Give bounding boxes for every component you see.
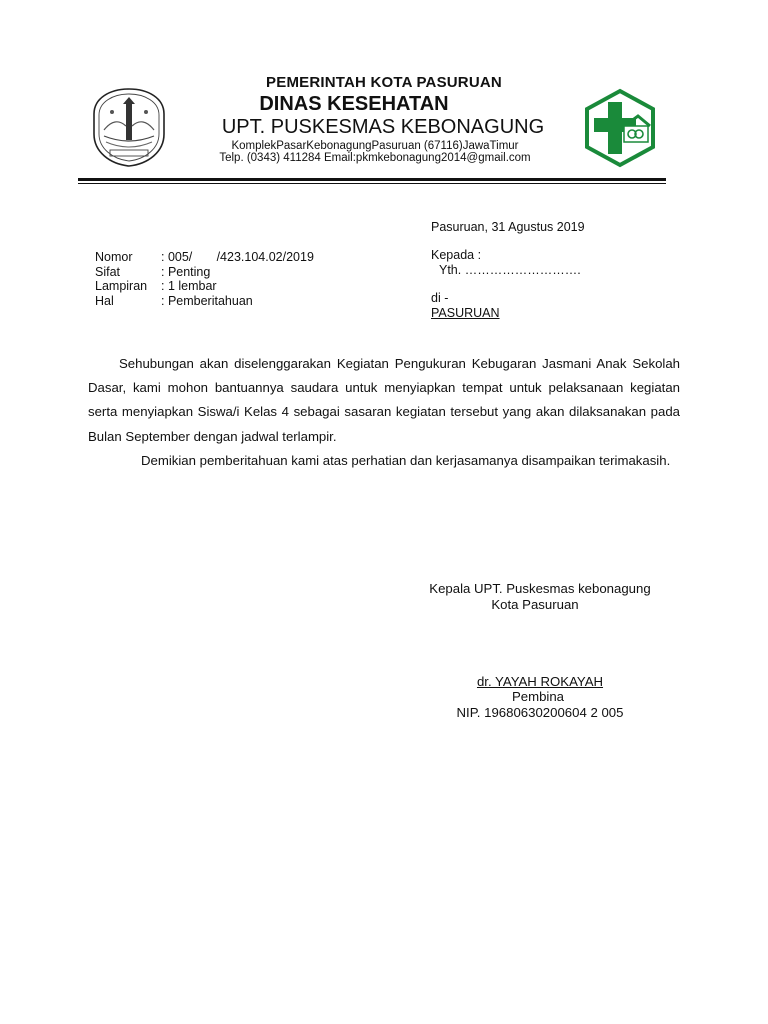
letterhead-divider-thin [78, 183, 666, 184]
letterhead-government: PEMERINTAH KOTA PASURUAN [266, 74, 502, 91]
recipient-di: di - [431, 291, 449, 305]
signature-city: Kota Pasuruan [491, 597, 579, 612]
meta-row [95, 250, 314, 265]
meta-row [95, 294, 314, 309]
body-paragraph: Sehubungan akan diselenggarakan Kegiatan Pengukuran Kebugaran Jasmani Anak Sekolah Dasar, kami mohon bantuannya saudara untuk menyiapkan tempat untuk pelaksanaan kegiatan serta menyiapkan Siswa/i Kelas 4 sebagai sasaran kegiatan tersebut yang akan dilaksanakan pada Bulan September dengan jadwal terlampir. [88, 356, 680, 444]
meta-value: : 1 lembar [161, 279, 217, 293]
meta-value: : 005/ /423.104.02/2019 [161, 250, 314, 264]
meta-label: Hal [95, 293, 114, 308]
letterhead-department: DINAS KESEHATAN [259, 93, 449, 115]
recipient-location [431, 291, 500, 320]
signature-nip: NIP. 19680630200604 2 005 [456, 705, 624, 720]
meta-row [95, 279, 314, 294]
letterhead-contact: Telp. (0343) 411284 Email:pkmkebonagung2014@gmail.com [219, 152, 531, 164]
letterhead-unit: UPT. PUSKESMAS KEBONAGUNG [221, 116, 545, 138]
signature-name: dr. YAYAH ROKAYAH [476, 674, 604, 689]
recipient-city: PASURUAN [431, 305, 500, 320]
letter-meta [95, 250, 314, 308]
recipient-block [431, 248, 581, 277]
recipient-yth: Yth. ………………………. [439, 262, 581, 277]
meta-value: : Penting [161, 264, 211, 279]
meta-label: Nomor [95, 250, 133, 264]
signature-title: Kepala UPT. Puskesmas kebonagung [429, 581, 651, 596]
meta-row [95, 265, 314, 280]
signature-rank: Pembina [511, 689, 565, 704]
letter-date: Pasuruan, 31 Agustus 2019 [431, 220, 585, 234]
recipient-kepada: Kepada : [431, 248, 482, 262]
letterhead-divider [78, 178, 666, 181]
letter-body [88, 352, 680, 473]
meta-label: Sifat [95, 264, 121, 279]
meta-label: Lampiran [95, 279, 148, 293]
body-paragraph: Demikian pemberitahuan kami atas perhatian dan kerjasamanya disampaikan terimakasih. [141, 452, 671, 468]
meta-value: : Pemberitahuan [161, 293, 253, 308]
letterhead-address: KomplekPasarKebonagungPasuruan (67116)JawaTimur [231, 140, 519, 152]
